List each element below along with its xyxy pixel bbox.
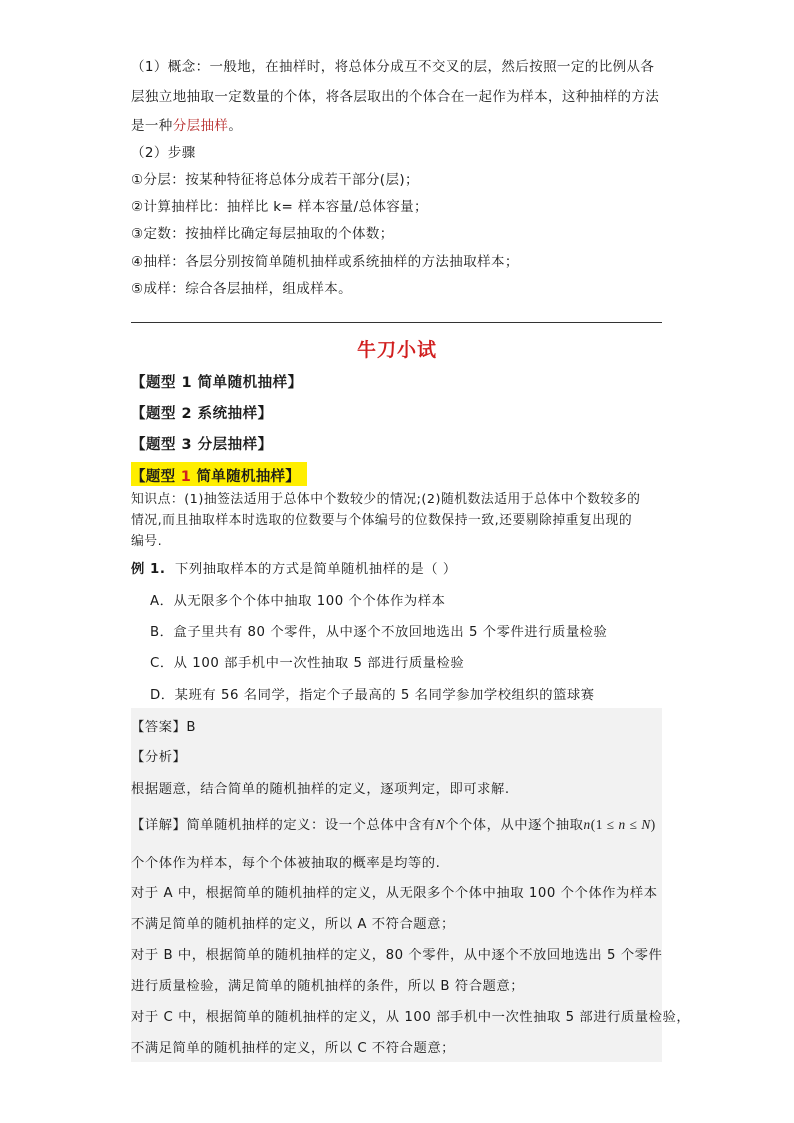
formula-open: (1 ≤ [590,817,619,832]
knowledge-line-3: 编号. [131,534,163,549]
detail-a-line-1: 对于 A 中，根据简单的随机抽样的定义，从无限多个个体中抽取 100 个个体作为样本 [131,886,658,901]
knowledge-line-1: 知识点：(1)抽签法适用于总体中个数较少的情况;(2)随机数法适用于总体中个数较多的 [131,492,641,507]
question-type-3: 【题型 3 分层抽样】 [131,437,273,453]
analysis-title: 【分析】 [131,750,187,765]
symbol-N: N [435,817,446,832]
step-4: ④抽样：各层分别按简单随机抽样或系统抽样的方法抽取样本； [131,254,519,270]
example-question [131,558,457,577]
step-1: ①分层：按某种特征将总体分成若干部分(层)； [131,172,419,188]
detail-c-line-2: 不满足简单的随机抽样的定义，所以 C 不符合题意； [131,1041,456,1056]
formula-n: n [618,817,626,832]
detail-prefix: 【详解】简单随机抽样的定义：设一个总体中含有 [131,818,436,833]
symbol-n: n [583,817,591,832]
option-a: A．从无限多个个体中抽取 100 个个体作为样本 [150,594,446,609]
option-c: C．从 100 部手机中一次性抽取 5 部进行质量检验 [150,656,465,671]
option-d: D．某班有 56 名同学，指定个子最高的 5 名同学参加学校组织的篮球赛 [150,688,595,703]
formula-mid: ≤ [625,817,642,832]
section-title: 牛刀小试 [356,339,437,361]
detail-b-line-1: 对于 B 中，根据简单的随机抽样的定义，80 个零件，从中逐个不放回地选出 5 个零件 [131,948,663,963]
highlight-open: 【题型 [131,469,181,485]
question-type-1: 【题型 1 简单随机抽样】 [131,375,303,391]
example-text: 下列抽取样本的方式是简单随机抽样的是（ ） [175,562,457,577]
detail-b-line-2: 进行质量检验，满足简单的随机抽样的条件，所以 B 符合题意； [131,979,525,994]
steps-title: （2）步骤 [131,145,196,161]
concept-suffix: 。 [228,118,243,134]
section-divider [131,322,662,323]
highlight-number: 1 [180,469,192,485]
highlight-heading [131,465,300,486]
highlight-text: 简单随机抽样】 [191,469,301,485]
step-2: ②计算抽样比：抽样比 k= 样本容量/总体容量； [131,199,428,215]
concept-line-2: 层独立地抽取一定数量的个体，将各层取出的个体合在一起作为样本，这种抽样的方法 [131,89,660,105]
concept-term: 分层抽样 [172,118,229,134]
example-label: 例 1. [131,562,166,577]
concept-line-1: （1）概念：一般地，在抽样时，将总体分成互不交叉的层，然后按照一定的比例从各 [131,59,655,75]
option-b: B．盒子里共有 80 个零件，从中逐个不放回地选出 5 个零件进行质量检验 [150,625,608,640]
detail-a-line-2: 不满足简单的随机抽样的定义，所以 A 不符合题意； [131,917,455,932]
step-3: ③定数：按抽样比确定每层抽取的个体数； [131,226,394,242]
analysis-text: 根据题意，结合简单的随机抽样的定义，逐项判定，即可求解. [131,782,510,797]
detail-line-1 [131,814,656,833]
knowledge-line-2: 情况,而且抽取样本时选取的位数要与个体编号的位数保持一致,还要剔除掉重复出现的 [131,513,633,528]
detail-mid: 个个体，从中逐个抽取 [445,818,584,833]
answer-line: 【答案】B [131,720,197,735]
detail-c-line-1: 对于 C 中，根据简单的随机抽样的定义，从 100 部手机中一次性抽取 5 部进行质量检验， [131,1010,691,1025]
step-5: ⑤成样：综合各层抽样，组成样本。 [131,281,353,297]
detail-line-2: 个个体作为样本，每个个体被抽取的概率是均等的. [131,856,441,871]
question-type-2: 【题型 2 系统抽样】 [131,406,273,422]
concept-line-3 [131,116,242,136]
formula-close: ) [650,817,656,832]
formula-N: N [641,817,651,832]
concept-prefix: 是一种 [131,118,173,134]
